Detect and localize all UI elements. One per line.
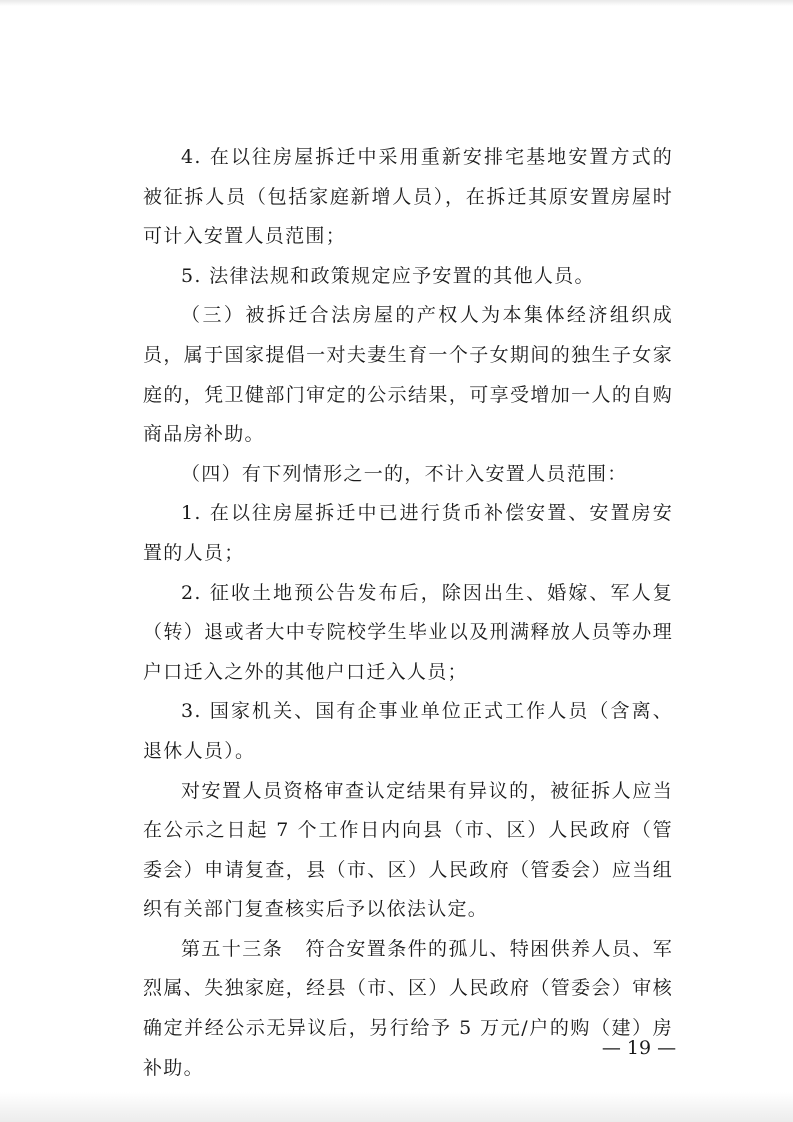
paragraph-item-5: 5. 法律法规和政策规定应予安置的其他人员。 (181, 264, 595, 287)
paragraph-exclusion-3: 3. 国家机关、国有企事业单位正式工作人员（含离、退休人员）。 (143, 700, 673, 762)
page-top-edge (0, 0, 793, 6)
article-53 (143, 930, 673, 1088)
article-53-body: 符合安置条件的孤儿、特困供养人员、军烈属、失独家庭，经县（市、区）人民政府（管委会）审核确定并经公示无异议后，另行给予 5 万元/户的购（建）房补助。 (143, 937, 673, 1079)
paragraph-section-3: （三）被拆迁合法房屋的产权人为本集体经济组织成员，属于国家提倡一对夫妻生育一个子女期间的独生子女家庭的，凭卫健部门审定的公示结果，可享受增加一人的自购商品房补助。 (143, 304, 673, 446)
paragraph-item-4: 4. 在以往房屋拆迁中采用重新安排宅基地安置方式的被征拆人员（包括家庭新增人员），在拆迁其原安置房屋时可计入安置人员范围； (143, 146, 673, 248)
article-53-heading: 第五十三条 (181, 937, 284, 960)
paragraph-exclusion-1: 1. 在以往房屋拆迁中已进行货币补偿安置、安置房安置的人员； (143, 502, 673, 564)
paragraph-section-4: （四）有下列情形之一的，不计入安置人员范围： (181, 462, 628, 485)
page-bottom-edge (0, 1092, 793, 1122)
document-body (143, 138, 673, 1088)
paragraph-objection: 对安置人员资格审查认定结果有异议的，被征拆人应当在公示之日起 7 个工作日内向县（市、区）人民政府（管委会）申请复查，县（市、区）人民政府（管委会）应当组织有关部门复查核实后予以依法认定。 (143, 779, 673, 921)
paragraph-exclusion-2: 2. 征收土地预公告发布后，除因出生、婚嫁、军人复（转）退或者大中专院校学生毕业以及刑满释放人员等办理户口迁入之外的其他户口迁入人员； (143, 581, 673, 683)
page-number: — 19 — (601, 1037, 677, 1059)
